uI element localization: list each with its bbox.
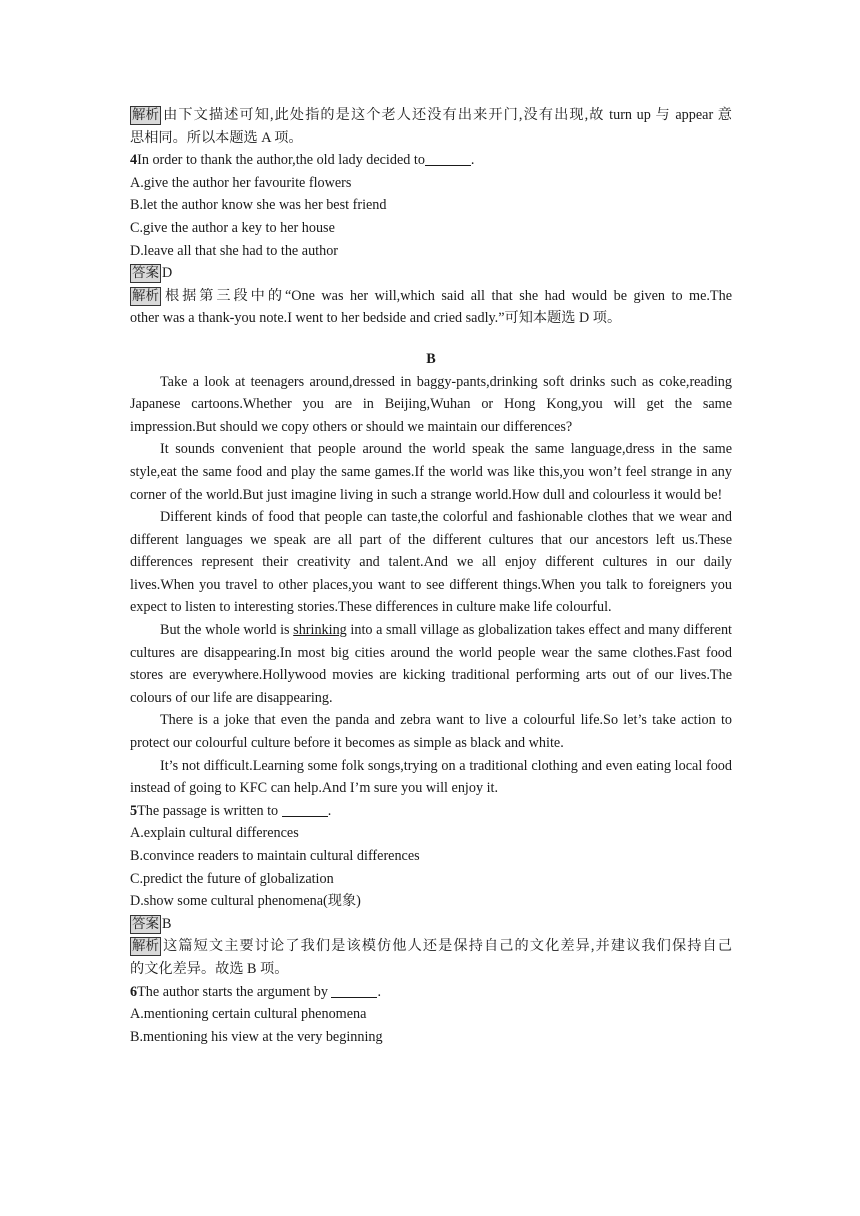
q4-analysis (130, 285, 732, 308)
q5-stem-text: The passage is written to (137, 802, 282, 819)
q4-answer (130, 262, 732, 285)
q5-option-b: B.convince readers to maintain cultural differences (130, 848, 420, 864)
q5-number: 5 (130, 802, 138, 819)
analysis-label: 解析 (132, 287, 159, 304)
q4-number: 4 (130, 152, 138, 169)
passage-paragraph-1: Take a look at teenagers around,dressed in baggy-pants,drinking soft drinks such as coke,reading Japanese cartoons.Whether you are in Beijing,Wuhan or Hong Kong,you will get the same impression.But should we copy others or should we maintain our differences? (130, 373, 732, 435)
passage (130, 371, 732, 800)
q5-stem-end: . (327, 802, 332, 819)
q4-stem-end: . (470, 152, 475, 169)
answer-label: 答案 (132, 915, 159, 932)
section-heading: B (426, 350, 436, 367)
q6-option-b: B.mentioning his view at the very beginning (130, 1028, 383, 1045)
q5-stem (130, 800, 732, 823)
p4-text-end: into a small village as globalization takes effect and many different cultures are disappearing.In most big cities around the world people wear the same clothes.Fast food stores are everywhere.Hollywood movies are kicking traditional performing arts out of our lives.The colours of our life are disappearing. (130, 622, 732, 706)
analysis-label: 解析 (132, 938, 159, 955)
passage-paragraph-6: It’s not difficult.Learning some folk songs,trying on a traditional clothing and even eating local food instead of going to KFC can help.And I’m sure you will enjoy it. (130, 757, 732, 797)
q5-option-c: C.predict the future of globalization (130, 870, 334, 887)
q5-answer (130, 913, 732, 936)
q4-analysis-text-2: other was a thank-you note.I went to her bedside and cried sadly.”可知本题选 D 项。 (130, 310, 622, 327)
q4-stem (130, 149, 732, 172)
document-page (130, 104, 732, 1048)
q6-stem-end: . (377, 983, 382, 1000)
answer-blank (282, 802, 328, 817)
passage-paragraph-4 (130, 619, 732, 709)
q5-option-d: D.show some cultural phenomena(现象) (130, 893, 361, 910)
q5-answer-value: B (162, 915, 172, 932)
q6-stem (130, 981, 732, 1004)
q4-option-c: C.give the author a key to her house (130, 219, 335, 236)
passage-paragraph-3: Different kinds of food that people can taste,the colorful and fashionable clothes that we wear and different languages we speak are all part of the different cultures that our ancestors left us.These differences represent their creativity and talent.And we all enjoy different cultures in our daily lives.When you travel to other places,you want to see different things.When you talk to foreigners you expect to listen to interesting stories.These differences in culture make life colourful. (130, 509, 732, 616)
q4-option-b: B.let the author know she was her best friend (130, 197, 387, 214)
q6-option-a: A.mentioning certain cultural phenomena (130, 1006, 367, 1023)
q4-option-d: D.leave all that she had to the author (130, 242, 339, 259)
q3-analysis-text-1: 由下文描述可知,此处指的是这个老人还没有出来开门,没有出现,故 turn up 与 appear 意 (162, 107, 732, 123)
q3-analysis-text-2: 思相同。所以本题选 A 项。 (130, 129, 303, 146)
q6-stem-text: The author starts the argument by (137, 983, 332, 1000)
q5-option-a: A.explain cultural differences (130, 825, 299, 842)
p4-text-start: But the whole world is (160, 622, 294, 639)
q3-analysis (130, 104, 732, 127)
passage-paragraph-5: There is a joke that even the panda and zebra want to live a colourful life.So let’s take action to protect our colourful culture before it becomes as simple as black and white. (130, 712, 732, 752)
passage-paragraph-2: It sounds convenient that people around the world speak the same language,dress in the same style,eat the same food and play the same games.If the world was like this,you won’t feel strange in any corner of the world.But just imagine living in such a strange world.How dull and colourless it would be! (130, 441, 732, 503)
analysis-label: 解析 (132, 107, 159, 123)
q5-analysis-text-2: 的文化差异。故选 B 项。 (130, 960, 289, 977)
answer-blank (331, 983, 377, 998)
q5-analysis-text-1: 这篇短文主要讨论了我们是该模仿他人还是保持自己的文化差异,并建议我们保持自己 (162, 938, 732, 955)
q4-stem-text: In order to thank the author,the old lady decided to (137, 152, 425, 169)
q4-analysis-text-1: 根据第三段中的“One was her will,which said all that she had would be given to me.The (162, 287, 732, 304)
underlined-word: shrinking (293, 622, 347, 639)
q5-analysis (130, 935, 732, 958)
answer-label: 答案 (132, 265, 159, 282)
answer-blank (425, 151, 471, 166)
q4-option-a: A.give the author her favourite flowers (130, 174, 352, 191)
q6-number: 6 (130, 983, 138, 1000)
q4-answer-value: D (162, 265, 173, 282)
